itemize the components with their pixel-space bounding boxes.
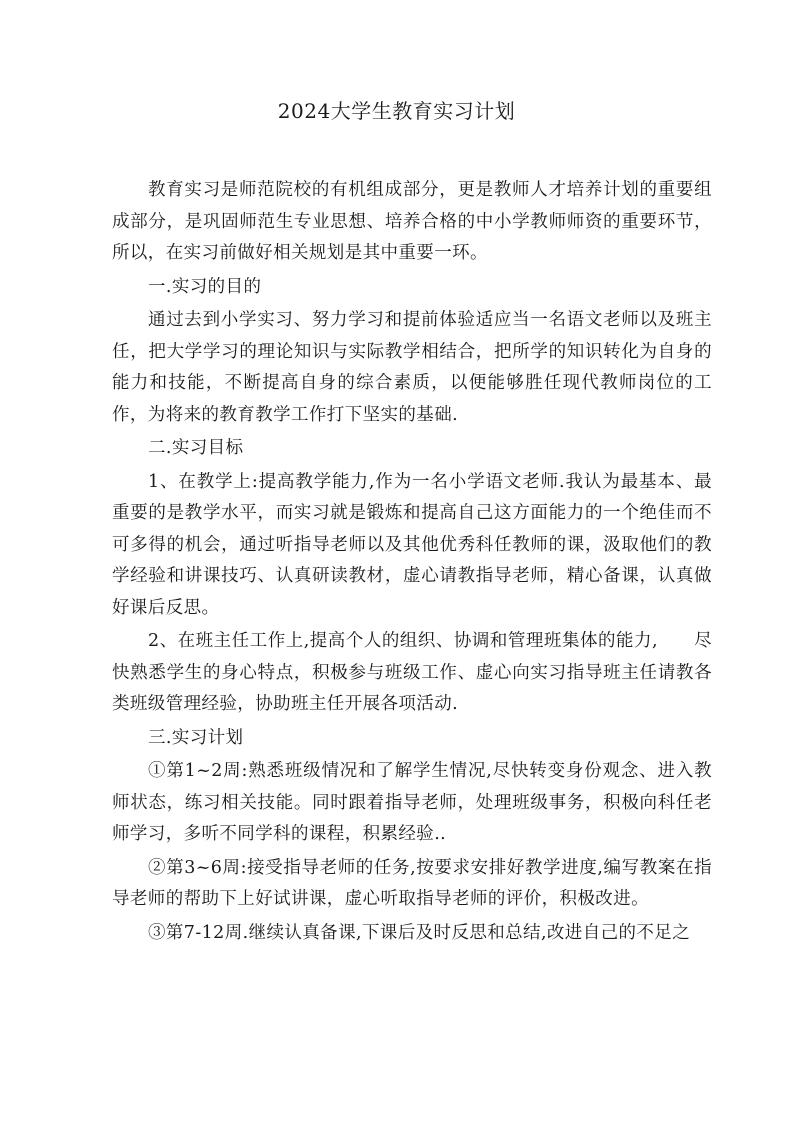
section-heading-plan: 三.实习计划 — [148, 727, 244, 748]
section-heading-goals: 二.实习目标 — [148, 438, 244, 458]
plan-week-7-12-paragraph: ③第7-12周.继续认真备课,下课后及时反思和总结,改进自己的不足之 — [148, 922, 691, 943]
goal-teaching-paragraph: 1、在教学上:提高教学能力,作为一名小学语文老师.我认为最基本、最重要的是教学水平，而实习就是锻炼和提高自己这方面能力的一个绝佳而不可多得的机会，通过听指导老师以及其他优秀科任教师的课，汲取他们的教学经验和讲课技巧、认真研读教材，虚心请教指导老师，精心备课，认真做好课后反思。 — [112, 471, 712, 618]
section-heading-purpose: 一.实习的目的 — [148, 276, 262, 297]
document-body — [112, 175, 712, 951]
goal-class-teacher-paragraph: 2、在班主任工作上,提高个人的组织、协调和管理班集体的能力, 尽快熟悉学生的身心特点，积极参与班级工作、虚心向实习指导班主任请教各类班级管理经验，协助班主任开展各项活动. — [112, 631, 712, 714]
plan-week-3-6-paragraph: ②第3~6周:接受指导老师的任务,按要求安排好教学进度,编写教案在指导老师的帮助下上好试讲课，虚心听取指导老师的评价，积极改进。 — [112, 857, 712, 909]
plan-week-1-2-paragraph: ①第1~2周:熟悉班级情况和了解学生情况,尽快转变身份观念、进入教师状态，练习相关技能。同时跟着指导老师，处理班级事务，积极向科任老师学习，多听不同学科的课程，积累经验.. — [112, 761, 712, 844]
purpose-paragraph: 通过去到小学实习、努力学习和提前体验适应当一名语文老师以及班主任，把大学学习的理论知识与实际教学相结合，把所学的知识转化为自身的能力和技能，不断提高自身的综合素质，以便能够胜任现代教师岗位的工作，为将来的教育教学工作打下坚实的基础. — [112, 310, 712, 425]
document-title: 2024大学生教育实习计划 — [277, 99, 516, 123]
intro-paragraph: 教育实习是师范院校的有机组成部分，更是教师人才培养计划的重要组成部分，是巩固师范生专业思想、培养合格的中小学教师师资的重要环节，所以，在实习前做好相关规划是其中重要一环。 — [112, 180, 712, 263]
